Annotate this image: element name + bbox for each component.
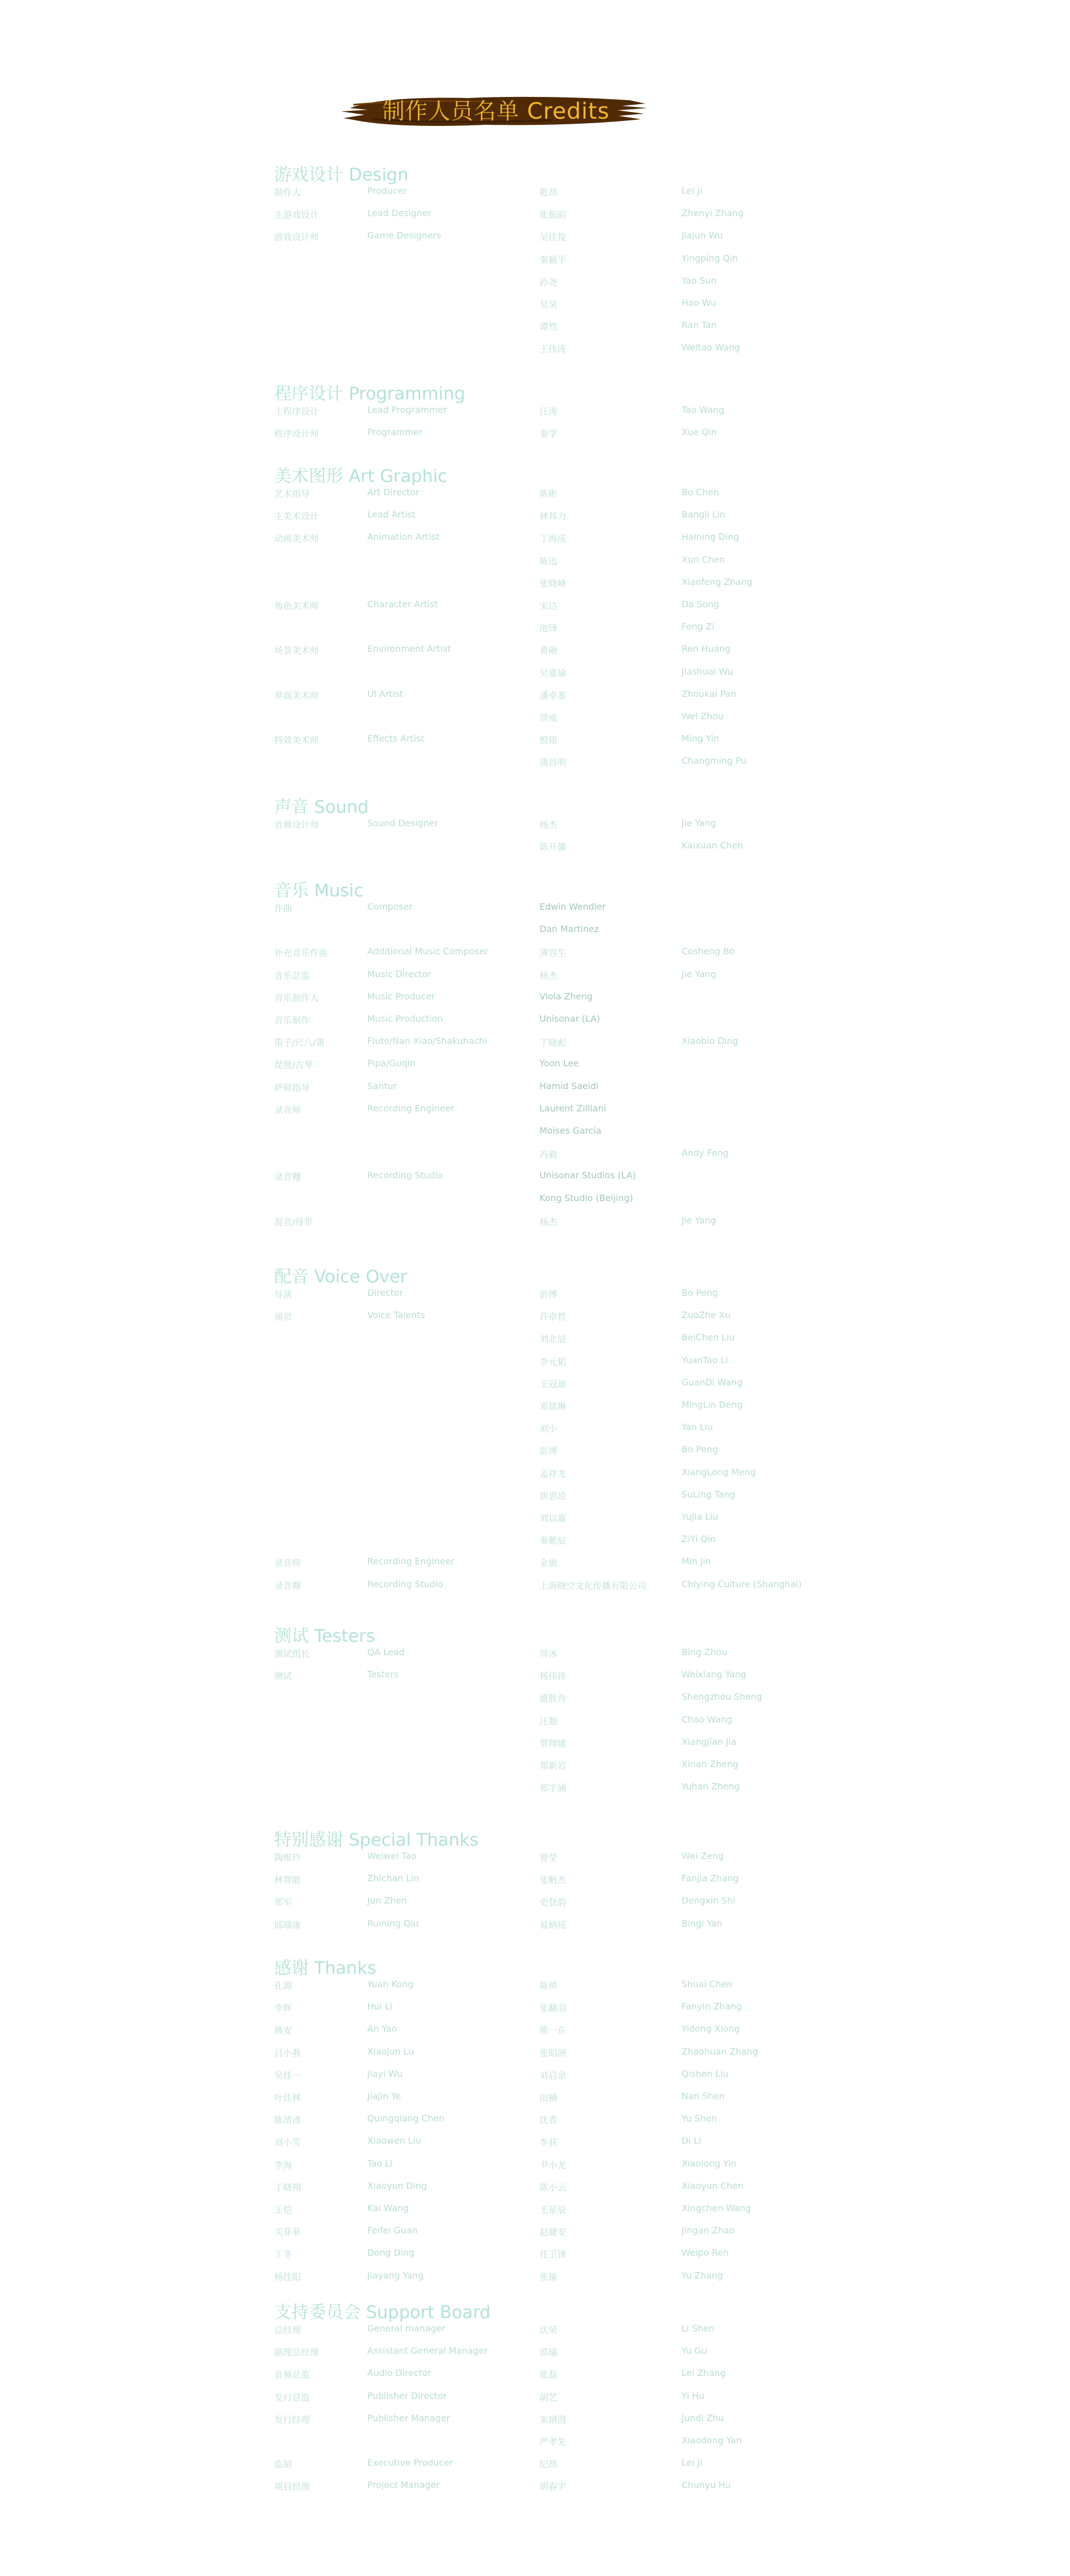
credit-name: 李元韬	[539, 1356, 567, 1367]
credit-role: 程序设计师	[274, 428, 319, 440]
credit-name: 易炳瑶	[539, 1919, 567, 1930]
credit-role: 作曲	[274, 903, 293, 914]
credit-name: 丁海成	[539, 533, 567, 544]
credit-role-en: Ruining Qiu	[367, 1918, 419, 1929]
credit-name: Viola Zheng	[539, 991, 593, 1002]
credit-role-en: Xiaojun Lu	[367, 2046, 414, 2057]
credit-name: 周冰	[539, 1648, 558, 1659]
credit-role-en: Hui Li	[367, 2001, 393, 2012]
credit-role-en: Sound Designer	[367, 818, 439, 828]
credit-role: 孔源	[274, 1980, 293, 1991]
credit-role-en: Lead Designer	[367, 208, 432, 219]
credit-role: 刘小雪	[274, 2137, 301, 2148]
credit-name-en: Jie Yang	[682, 1214, 716, 1226]
credit-role: 艺术指导	[274, 489, 310, 499]
credit-name: 曾莹	[539, 1852, 558, 1863]
credit-name-en: SuLing Tang	[682, 1489, 736, 1500]
credit-role-en: Jun Zhen	[367, 1895, 407, 1906]
credit-role: 王恺	[274, 2204, 293, 2215]
credit-role: 叶佳林	[274, 2092, 301, 2103]
credit-name: 郑宇涵	[539, 1783, 567, 1794]
credit-name-en: Jie Yang	[682, 968, 716, 979]
credit-name-en: Yao Sun	[682, 275, 717, 286]
credit-name: 吴嘉瑜	[539, 667, 567, 679]
credit-role: 场景美术师	[274, 645, 319, 656]
credit-role: 游戏设计师	[274, 232, 319, 243]
credit-name-en: Weitao Wang	[682, 342, 741, 353]
credit-name-en: Jingan Zhao	[682, 2225, 735, 2236]
credit-name: 郭瑜	[539, 2347, 558, 2358]
credit-role-en: Xiaowen Liu	[367, 2135, 421, 2146]
credit-name-en: Tao Wang	[682, 404, 724, 415]
credit-role-en: Animation Artist	[367, 531, 440, 543]
credit-role-en: Recording Engineer	[367, 1556, 455, 1567]
section-title: 游戏设计 Design	[274, 165, 408, 185]
credit-name: 朱靖澄	[539, 2414, 567, 2425]
credit-name-en: Shuai Chen	[682, 1979, 733, 1989]
credit-name-en: Jundi Zhu	[682, 2412, 724, 2423]
credit-role-en: Dong Ding	[367, 2247, 415, 2258]
credit-name-en: Hao Wu	[682, 297, 717, 308]
credit-name-en: MingLin Deng	[682, 1399, 743, 1410]
credit-name: 沈荣	[539, 2325, 558, 2335]
credit-name-en: Xiaofeng Zhang	[682, 576, 753, 587]
credit-name-en: Xinan Zheng	[682, 1759, 738, 1769]
credit-name-en: Bo Chen	[682, 487, 719, 497]
credit-role-en: Lead Programmer	[367, 404, 448, 415]
credit-name-en: Min Jin	[682, 1556, 711, 1567]
credit-name: 盛胜舟	[539, 1693, 567, 1704]
credit-name: 殷铭	[539, 735, 558, 746]
credit-role-en: Lead Artist	[367, 509, 416, 520]
credit-role: 陈清清	[274, 2115, 301, 2126]
credit-name: Edwin Wendler	[539, 901, 606, 912]
credit-role: 补充音乐作曲	[274, 948, 328, 959]
credit-name: 刘北辰	[539, 1334, 567, 1345]
credit-role: 角色美术师	[274, 601, 319, 611]
credit-role: 音频设计师	[274, 819, 319, 830]
credit-name: 张磊	[539, 2369, 558, 2380]
credit-name-en: Xiaobio Ding	[682, 1036, 738, 1047]
credit-role: 副理总经理	[274, 2347, 319, 2358]
credit-name: 薄容生	[539, 948, 567, 959]
credit-name-en: YuanTao Li	[682, 1354, 728, 1365]
credit-name-en: Yi Hu	[682, 2390, 704, 2401]
credit-name: 张帆杰	[539, 1875, 567, 1886]
credit-role: 演员	[274, 1311, 293, 1323]
credit-name-en: Feng Zi	[682, 621, 714, 632]
credit-name: 沈青	[539, 2115, 558, 2126]
credit-name: Unisonar Studios (LA)	[539, 1170, 636, 1181]
credit-name-en: Qishen Liu	[682, 2068, 729, 2079]
credit-name-en: Wei Zhou	[682, 711, 724, 721]
credit-name-en: Dengxin Shi	[682, 1895, 736, 1906]
credit-role: 吕小燕	[274, 2047, 301, 2058]
credit-role-en: Environment Artist	[367, 643, 451, 655]
credit-role-en: Additional Music Composer	[367, 946, 489, 957]
credit-name-en: Changming Pu	[682, 755, 747, 767]
credit-role: 测试组长	[274, 1648, 310, 1659]
credit-name: 蒲昌明	[539, 757, 567, 768]
credit-name-en: Lei Ji	[682, 186, 703, 196]
credit-name-en: Jie Yang	[682, 818, 716, 828]
credit-name: 张振昭	[539, 209, 567, 221]
credit-name-en: Chunyu Hu	[682, 2480, 731, 2491]
credit-role-en: Publisher Director	[367, 2390, 447, 2401]
credit-role: 李辉	[274, 2003, 293, 2014]
credit-role: 特效美术师	[274, 735, 319, 746]
credit-name-en: Chao Wang	[682, 1714, 732, 1725]
credit-role: 导演	[274, 1289, 293, 1300]
credit-name: 乾昂	[539, 187, 558, 198]
section-title: 测试 Testers	[274, 1626, 375, 1646]
credit-name-en: Weixiang Yang	[682, 1669, 746, 1680]
credit-name: 孙尧	[539, 276, 558, 287]
credit-role-en: Jiajin Ye	[367, 2091, 401, 2101]
credit-role: 动画美术师	[274, 533, 319, 544]
credit-role: 杨佳阳	[274, 2271, 301, 2282]
credit-name: 胡春宇	[539, 2481, 567, 2492]
credit-role-en: Recording Studio	[367, 1170, 444, 1181]
credit-name-en: BeiChen Liu	[682, 1332, 735, 1343]
section-title: 感谢 Thanks	[274, 1958, 377, 1978]
credit-name: 胡艺	[539, 2392, 558, 2403]
credit-name: 田楠	[539, 2092, 558, 2103]
credit-name-en: Xiaoyun Chen	[682, 2180, 744, 2191]
credit-name: 彭博	[539, 1446, 558, 1457]
credit-name: Hamid Saeidi	[539, 1080, 599, 1091]
credit-role: 丁冬	[274, 2249, 293, 2260]
credit-role: 主游戏设计	[274, 209, 319, 221]
credit-name: 李获	[539, 2137, 558, 2148]
credit-name: 孟祥龙	[539, 1468, 567, 1479]
credit-role-en: Programmer	[367, 427, 423, 438]
credit-role-en: Pipa/Guqin	[367, 1058, 416, 1069]
credit-name: 刘小	[539, 1423, 558, 1435]
credit-name-en: GuanDi Wang	[682, 1377, 743, 1388]
credit-name: 张瑜	[539, 2271, 558, 2282]
credit-role-en: Flute/Nan Xiao/Shakuhachi	[367, 1036, 488, 1047]
credit-name: 周威	[539, 713, 558, 723]
credit-name: 汪超	[539, 1715, 558, 1726]
credit-name: Laurent Zilliani	[539, 1102, 606, 1114]
credit-name-en: Fanyin Zhang	[682, 2001, 742, 2012]
credit-role: 发行总监	[274, 2392, 310, 2403]
credit-name: 池锋	[539, 623, 558, 634]
credit-role: 郑军	[274, 1897, 293, 1908]
credit-name-en: YuJia Liu	[682, 1511, 718, 1522]
credit-name-en: Yingping Qin	[682, 252, 738, 264]
credit-name-en: Xun Chen	[682, 554, 725, 565]
section-title: 声音 Sound	[274, 797, 369, 817]
credit-name: 杨伟祥	[539, 1671, 567, 1682]
credit-role-en: Xiaoyun Ding	[367, 2180, 427, 2191]
credit-name: 史登韵	[539, 1897, 567, 1908]
credit-name-en: Andy Feng	[682, 1148, 729, 1159]
credit-name-en: Zhoukai Pan	[682, 688, 737, 699]
credit-name-en: Xiaolong Yin	[682, 2158, 737, 2169]
credit-name-en: Haining Ding	[682, 531, 740, 543]
credit-role: 林智能	[274, 1875, 301, 1886]
credit-role-en: Art Director	[367, 487, 420, 497]
credit-role: 李海	[274, 2159, 293, 2170]
credit-name: 宋达	[539, 601, 558, 611]
credit-role: 混音/母带	[274, 1216, 313, 1227]
credit-role-en: Composer	[367, 901, 413, 912]
credit-name-en: Zhenyi Zhang	[682, 208, 744, 219]
credit-name-en: Xingchen Wang	[682, 2203, 751, 2213]
credit-role-en: General manager	[367, 2323, 446, 2334]
credit-role: 音乐总监	[274, 970, 310, 981]
credit-role-en: Yuan Kong	[367, 1979, 414, 1989]
credit-name: 黄融	[539, 645, 558, 656]
credit-role-en: Assistant General Manager	[367, 2345, 488, 2357]
credit-name-en: Bingi Yan	[682, 1918, 722, 1929]
credit-name: 彭博	[539, 1289, 558, 1300]
credit-role-en: Zhichan Lin	[367, 1873, 420, 1884]
credit-name-en: Li Shen	[682, 2323, 714, 2334]
credit-name: 邓铭琳	[539, 1401, 567, 1412]
credit-role-en: Voice Talents	[367, 1310, 425, 1321]
credit-name: 杨杰	[539, 1216, 558, 1227]
credit-role-en: Jiayang Yang	[367, 2270, 424, 2281]
credit-role: 邱瑞康	[274, 1919, 301, 1930]
credit-role: 关菲菲	[274, 2227, 301, 2238]
section-title: 特别感谢 Special Thanks	[274, 1830, 479, 1850]
credit-name: Dan Martinez	[539, 924, 599, 935]
credit-role-en: Weiwei Tao	[367, 1851, 417, 1861]
credit-role: 琵琶/古琴	[274, 1060, 313, 1071]
credit-name: 刘以嘉	[539, 1513, 567, 1524]
credit-role: 界面美术师	[274, 690, 319, 701]
credit-role-en: Executive Producer	[367, 2457, 453, 2468]
credit-name: 赵婕安	[539, 2227, 567, 2238]
credit-name: 林邦力	[539, 511, 567, 522]
credit-role-en: Director	[367, 1287, 403, 1298]
credit-name-en: Wei Zeng	[682, 1851, 724, 1861]
credit-name: 陈帅	[539, 1980, 558, 1991]
credit-name: 唐思凌	[539, 1490, 567, 1501]
credit-name-en: Da Song	[682, 599, 719, 609]
credit-name: 陈开馨	[539, 842, 567, 853]
credit-name-en: Bing Zhou	[682, 1647, 727, 1657]
credit-name: 王星辰	[539, 2204, 567, 2215]
section-title: 支持委员会 Support Board	[274, 2302, 491, 2323]
credit-role: 姚安	[274, 2025, 293, 2036]
credit-role: 制作人	[274, 187, 301, 198]
credit-name-en: Kaixuan Chen	[682, 840, 743, 851]
credit-role: 录音师	[274, 1558, 301, 1569]
credit-role-en: QA Lead	[367, 1647, 405, 1657]
credit-role: 主程序设计	[274, 406, 319, 417]
credit-name-en: Lei Zhang	[682, 2368, 726, 2379]
credit-name: 杨杰	[539, 970, 558, 981]
credit-name-en: Zhaohuan Zhang	[682, 2046, 758, 2057]
credit-role-en: UI Artist	[367, 688, 403, 699]
credit-name: 贾翔建	[539, 1738, 567, 1749]
credit-name: 陈迅	[539, 555, 558, 567]
credit-name-en: Yu Shen	[682, 2113, 717, 2124]
credit-role: 萨顿指导	[274, 1082, 310, 1093]
credit-name-en: Xiaodong Yan	[682, 2435, 742, 2446]
credit-name: 纪昂	[539, 2459, 558, 2470]
credit-name-en: ZiYi Qin	[682, 1534, 716, 1545]
credit-name-en: Chiying Culture (Shanghai)	[682, 1578, 802, 1589]
credit-role: 发行经理	[274, 2414, 310, 2425]
section-title: 程序设计 Programming	[274, 384, 465, 404]
credit-role-en: Music Producer	[367, 991, 435, 1002]
section-title: 音乐 Music	[274, 881, 364, 901]
credit-role-en: Music Production	[367, 1013, 443, 1024]
credit-role: 测试	[274, 1671, 293, 1682]
credit-name: 金敏	[539, 1558, 558, 1569]
credit-name: 许卓哲	[539, 1311, 567, 1323]
credit-role-en: Producer	[367, 186, 407, 196]
credit-role: 丁晓翔	[274, 2182, 301, 2193]
credit-role: 主美术设计	[274, 511, 319, 522]
credit-role: 音频总监	[274, 2369, 310, 2380]
section-title: 美术图形 Art Graphic	[274, 466, 448, 486]
credit-name-en: Bo Peng	[682, 1444, 718, 1455]
credit-name: 陈小云	[539, 2182, 567, 2193]
credit-name-en: ZuoZhe Xu	[682, 1310, 731, 1321]
credit-name-en: Bangli Lin	[682, 509, 726, 520]
credit-name-en: Lei Ji	[682, 2457, 703, 2468]
credit-name: 陈彬	[539, 489, 558, 499]
credit-name: 郑新岩	[539, 1760, 567, 1771]
credit-name: 汪涛	[539, 406, 558, 417]
credit-name: 上海晓空文化传播有限公司	[539, 1580, 647, 1591]
credit-name-en: Ren Huang	[682, 643, 731, 655]
credit-name: 秦学	[539, 428, 558, 440]
credit-name: 严孝先	[539, 2437, 567, 2447]
credit-name: 尹小龙	[539, 2159, 567, 2170]
credit-name: 吴佳俊	[539, 232, 567, 243]
credit-role: 录音棚	[274, 1580, 301, 1591]
credit-name-en: XiangLong Meng	[682, 1466, 756, 1477]
credit-name-en: Yidong Xiong	[682, 2023, 740, 2035]
credit-role-en: Project Manager	[367, 2480, 440, 2491]
credit-role-en: Audio Director	[367, 2368, 431, 2379]
credit-role-en: Feifei Guan	[367, 2225, 418, 2236]
credit-role: 监制	[274, 2459, 293, 2470]
credit-name-en: Jiashuai Wu	[682, 666, 733, 677]
credit-name-en: Ran Tan	[682, 320, 717, 331]
credit-name: Yoon Lee	[539, 1058, 579, 1069]
credit-name: 王冠迪	[539, 1378, 567, 1389]
credit-role-en: Recording Studio	[367, 1578, 444, 1589]
credit-name: Kong Studio (Beijing)	[539, 1192, 633, 1203]
credit-role-en: Character Artist	[367, 599, 438, 609]
credit-role: 音乐制作人	[274, 992, 319, 1003]
credit-name-en: Nan Shen	[682, 2091, 725, 2101]
credit-name-en: Shengzhou Sheng	[682, 1691, 762, 1702]
credit-name-en: Weipo Ren	[682, 2247, 729, 2258]
credit-name: 王伟涛	[539, 344, 567, 355]
credit-name: Unisonar (LA)	[539, 1013, 600, 1024]
credit-name: 冯毅	[539, 1149, 558, 1160]
credit-role-en: Effects Artist	[367, 733, 425, 744]
credit-name-en: Xiangjian Jia	[682, 1736, 737, 1747]
credit-name-en: Yu Gu	[682, 2345, 707, 2357]
credit-name: 张晓峰	[539, 578, 567, 589]
credit-role-en: Testers	[367, 1669, 399, 1680]
credit-name-en: Cosheng Bo	[682, 946, 735, 957]
credit-name: 吴昊	[539, 299, 558, 310]
credit-role-en: Kai Wang	[367, 2203, 409, 2213]
credit-name-en: Yuhan Zheng	[682, 1781, 740, 1792]
credit-role: 音乐制作	[274, 1015, 310, 1026]
credit-name: 张昭洲	[539, 2047, 567, 2058]
section-title: 配音 Voice Over	[274, 1267, 407, 1287]
credit-name-en: Yu Zhang	[682, 2270, 723, 2281]
credit-role-en: Publisher Manager	[367, 2412, 450, 2423]
credit-role-en: Recording Engineer	[367, 1102, 455, 1114]
credit-role-en: Santur	[367, 1080, 397, 1091]
credit-role-en: Music Director	[367, 968, 431, 979]
credit-name-en: Bo Peng	[682, 1287, 718, 1298]
credit-name: 熊一东	[539, 2025, 567, 2036]
credit-name: Moises Garcia	[539, 1125, 602, 1136]
credit-role: 吴佳一	[274, 2070, 301, 2081]
credit-role-en: Jiayi Wu	[367, 2068, 403, 2079]
credit-name: 张翻羽	[539, 2003, 567, 2014]
credit-role-en: Game Designers	[367, 230, 441, 241]
credit-name: 秦紫辰	[539, 1535, 567, 1546]
credit-name: 任卫锋	[539, 2249, 567, 2260]
credit-name: 刘启余	[539, 2070, 567, 2081]
credit-name-en: Di Li	[682, 2135, 702, 2146]
credit-name: 谭然	[539, 321, 558, 333]
credit-role: 笛子/尺八/箫	[274, 1037, 325, 1048]
credit-role-en: Quingqiang Chen	[367, 2113, 445, 2124]
credit-name-en: Ming Yin	[682, 733, 719, 744]
credit-name-en: Jiajun Wu	[682, 230, 723, 241]
credit-role: 录音棚	[274, 1172, 301, 1183]
credit-name: 杨杰	[539, 819, 558, 830]
credits-title: 制作人员名单 Credits	[382, 99, 610, 124]
credit-name-en: Fanjia Zhang	[682, 1873, 739, 1884]
credit-name: 秦颖平	[539, 254, 567, 265]
credit-name: 丁晓彪	[539, 1037, 567, 1048]
credit-role: 项目经理	[274, 2481, 310, 2492]
credit-role: 总经理	[274, 2325, 301, 2335]
credit-role: 录音师	[274, 1104, 301, 1115]
credit-name-en: Xue Qin	[682, 427, 717, 438]
credit-name: 潘卓銮	[539, 690, 567, 701]
credit-role-en: An Yao	[367, 2023, 397, 2035]
credit-role: 陶维玲	[274, 1852, 301, 1863]
credit-name-en: Yan Liu	[682, 1422, 713, 1433]
credit-role-en: Tao Li	[367, 2158, 393, 2169]
